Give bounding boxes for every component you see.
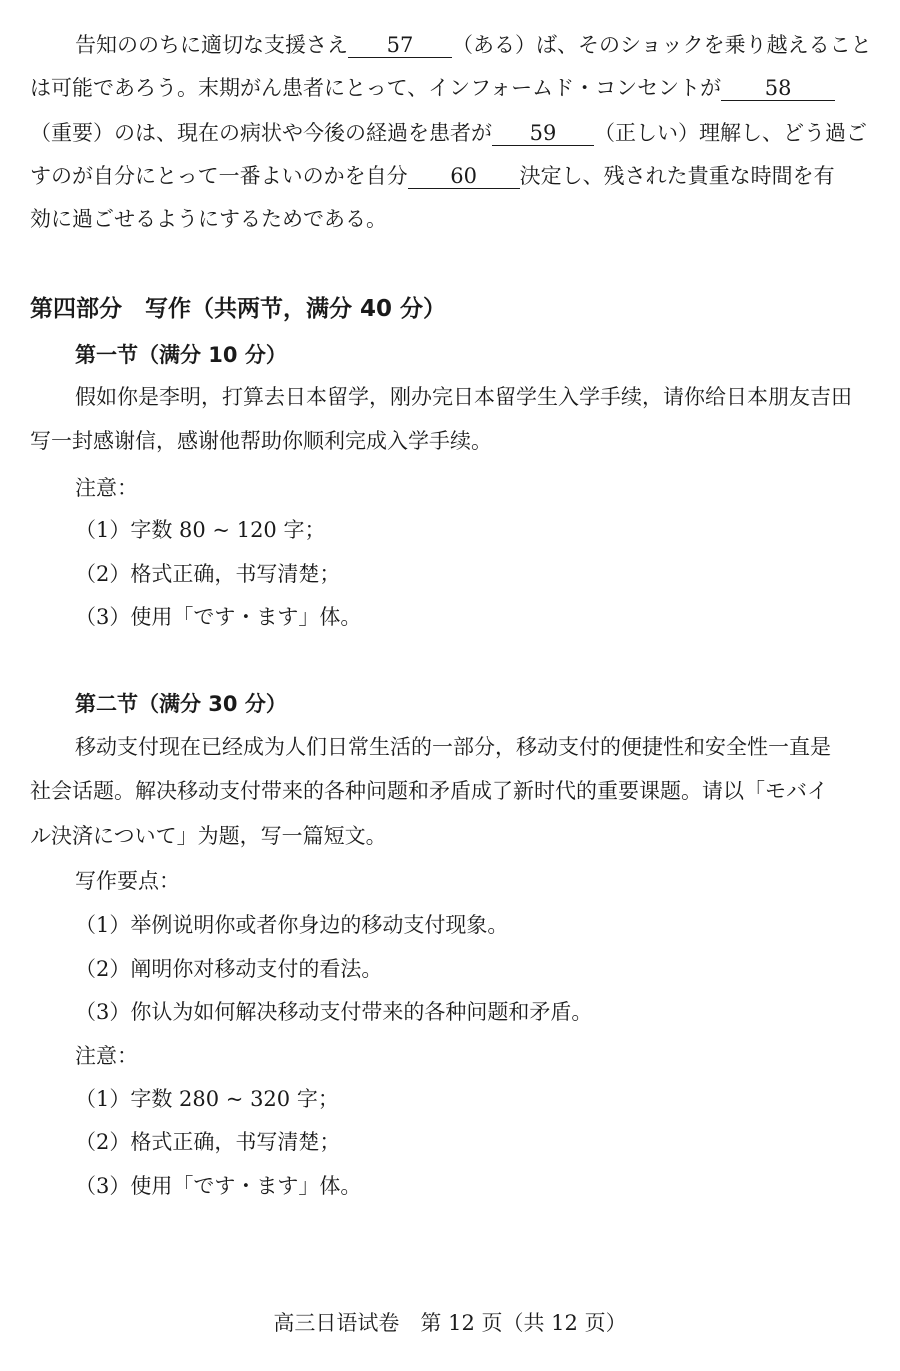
blank-60[interactable]: 60 <box>408 164 520 189</box>
passage-line-3 <box>30 118 870 148</box>
passage-text: は可能であろう。末期がん患者にとって、インフォームド・コンセントが <box>30 76 722 100</box>
passage-text: 決定し、残された貴重な時間を有 <box>519 164 835 188</box>
passage-text: （ある）ば、そのショックを乗り越えること <box>452 33 872 57</box>
s2-requirement-1: （1）举例说明你或者你身边的移动支付现象。 <box>75 913 509 937</box>
passage-text: （重要）のは、現在の病状や今後の経過を患者が <box>30 121 492 145</box>
section-two-title: 第二节（满分 30 分） <box>75 692 287 716</box>
s1-note-label: 注意： <box>75 476 138 500</box>
s1-note-3: （3）使用「です・ます」体。 <box>75 605 362 629</box>
s2-note-label: 注意： <box>75 1044 138 1068</box>
s2-requirement-2: （2）阐明你对移动支付的看法。 <box>75 957 383 981</box>
passage-line-4 <box>30 161 870 191</box>
page-footer: 高三日语试卷 第 12 页（共 12 页） <box>273 1311 627 1335</box>
passage-line-1 <box>75 30 870 60</box>
part-four-title: 第四部分 写作（共两节，满分 40 分） <box>30 296 447 322</box>
s1-prompt-line-2: 写一封感谢信，感谢他帮助你顺利完成入学手续。 <box>30 429 492 453</box>
passage-line-2 <box>30 73 870 103</box>
s2-prompt-line-2: 社会话题。解决移动支付带来的各种问题和矛盾成了新时代的重要课题。请以「モバイ <box>30 779 828 803</box>
s2-prompt-line-3: ル決済について」为题，写一篇短文。 <box>30 824 387 848</box>
s1-prompt-line-1: 假如你是李明，打算去日本留学，刚办完日本留学生入学手续，请你给日本朋友吉田 <box>75 385 852 409</box>
blank-58[interactable]: 58 <box>721 76 835 101</box>
s2-requirements-label: 写作要点： <box>75 869 180 893</box>
s2-note-3: （3）使用「です・ます」体。 <box>75 1174 362 1198</box>
blank-59[interactable]: 59 <box>492 121 594 146</box>
s2-note-2: （2）格式正确，书写清楚； <box>75 1130 341 1154</box>
passage-text: すのが自分にとって一番よいのかを自分 <box>30 164 408 188</box>
blank-57[interactable]: 57 <box>348 33 452 58</box>
passage-line-5: 効に過ごせるようにするためである。 <box>30 207 387 231</box>
section-one-title: 第一节（满分 10 分） <box>75 343 287 367</box>
s1-note-2: （2）格式正确，书写清楚； <box>75 562 341 586</box>
s1-note-1: （1）字数 80 ~ 120 字； <box>75 518 326 542</box>
s2-requirement-3: （3）你认为如何解决移动支付带来的各种问题和矛盾。 <box>75 1000 593 1024</box>
s2-note-1: （1）字数 280 ~ 320 字； <box>75 1087 339 1111</box>
passage-text: 告知ののちに適切な支援さえ <box>75 33 348 57</box>
s2-prompt-line-1: 移动支付现在已经成为人们日常生活的一部分，移动支付的便捷性和安全性一直是 <box>75 735 831 759</box>
passage-text: （正しい）理解し、どう過ご <box>594 121 867 145</box>
